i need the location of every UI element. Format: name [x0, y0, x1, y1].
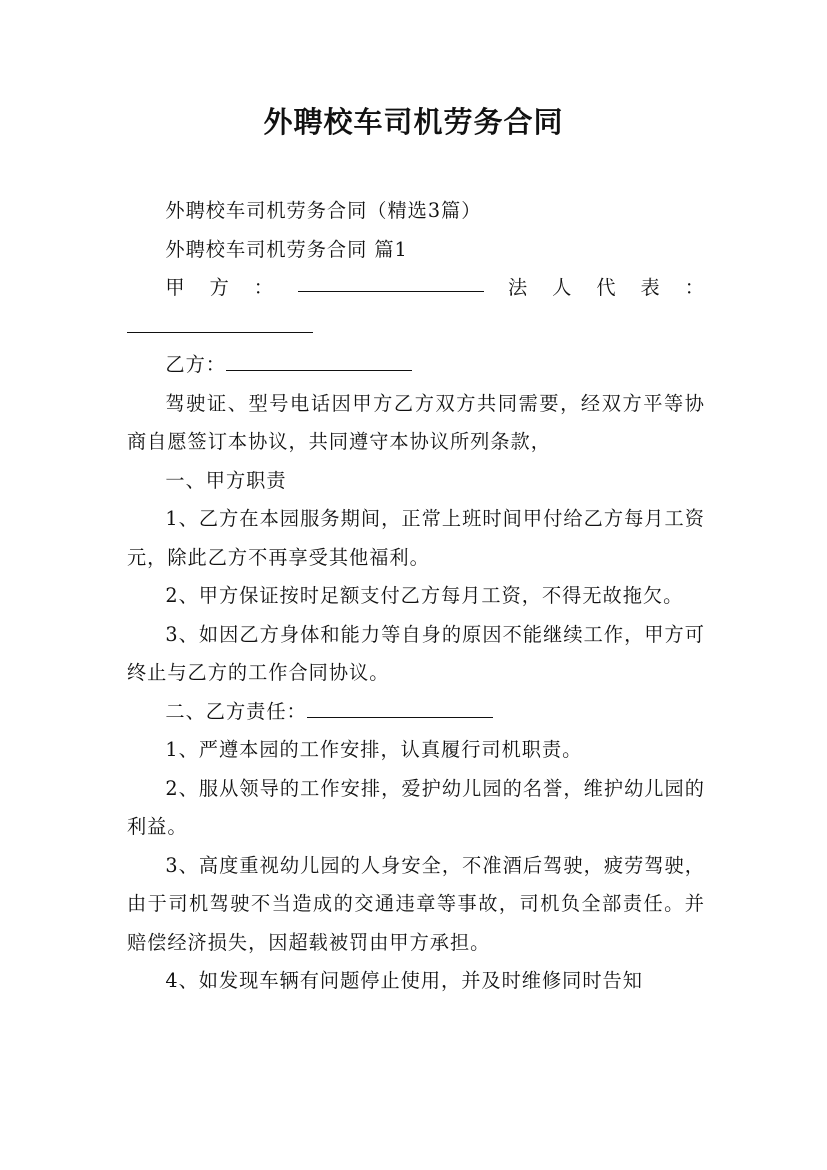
legal-rep-char-3: 代 — [596, 276, 617, 299]
party-b-line — [127, 346, 705, 385]
party-a-blank — [298, 269, 484, 292]
section1-item: 2、甲方保证按时足额支付乙方每月工资，不得无故拖欠。 — [165, 584, 684, 607]
party-a-char-2: 方 — [209, 276, 230, 299]
section2-item: 4、如发现车辆有问题停止使用，并及时维修同时告知 — [165, 969, 643, 992]
section2-title-line — [127, 693, 705, 732]
legal-rep-blank — [127, 310, 313, 333]
document-title: 外聘校车司机劳务合同 — [263, 105, 564, 139]
party-b-label: 乙方： — [165, 353, 226, 376]
party-a-char-1: 甲 — [165, 276, 186, 299]
legal-rep-blank-line — [127, 308, 705, 347]
legal-rep-char-2: 人 — [552, 276, 573, 299]
section2-blank — [307, 695, 493, 718]
section1-item: 1、乙方在本园服务期间，正常上班时间甲付给乙方每月工资元，除此乙方不再享受其他福利。 — [127, 507, 705, 569]
section2-item: 1、严遵本园的工作安排，认真履行司机职责。 — [165, 738, 583, 761]
section2-item: 3、高度重视幼儿园的人身安全，不准酒后驾驶，疲劳驾驶，由于司机驾驶不当造成的交通违章等事故，司机负全部责任。并赔偿经济损失，因超载被罚由甲方承担。 — [127, 853, 705, 954]
section-heading: 外聘校车司机劳务合同 篇1 — [165, 237, 408, 261]
section2-title: 二、乙方责任： — [165, 699, 307, 723]
legal-rep-char-1: 法 — [507, 276, 529, 299]
legal-rep-char-4: 表 — [640, 276, 661, 299]
section1-title: 一、甲方职责 — [165, 468, 287, 492]
document-body — [127, 192, 705, 1001]
section1-item: 3、如因乙方身体和能力等自身的原因不能继续工作，甲方可终止与乙方的工作合同协议。 — [127, 622, 705, 684]
intro-paragraph: 驾驶证、型号电话因甲方乙方双方共同需要，经双方平等协商自愿签订本协议，共同遵守本协议所列条款， — [127, 391, 705, 453]
subtitle: 外聘校车司机劳务合同（精选3篇） — [165, 199, 482, 222]
legal-rep-colon: ： — [684, 276, 705, 299]
party-a-line — [127, 269, 705, 308]
party-a-colon: ： — [253, 276, 274, 299]
section2-item: 2、服从领导的工作安排，爱护幼儿园的名誉，维护幼儿园的利益。 — [127, 776, 705, 838]
party-b-blank — [226, 348, 412, 371]
